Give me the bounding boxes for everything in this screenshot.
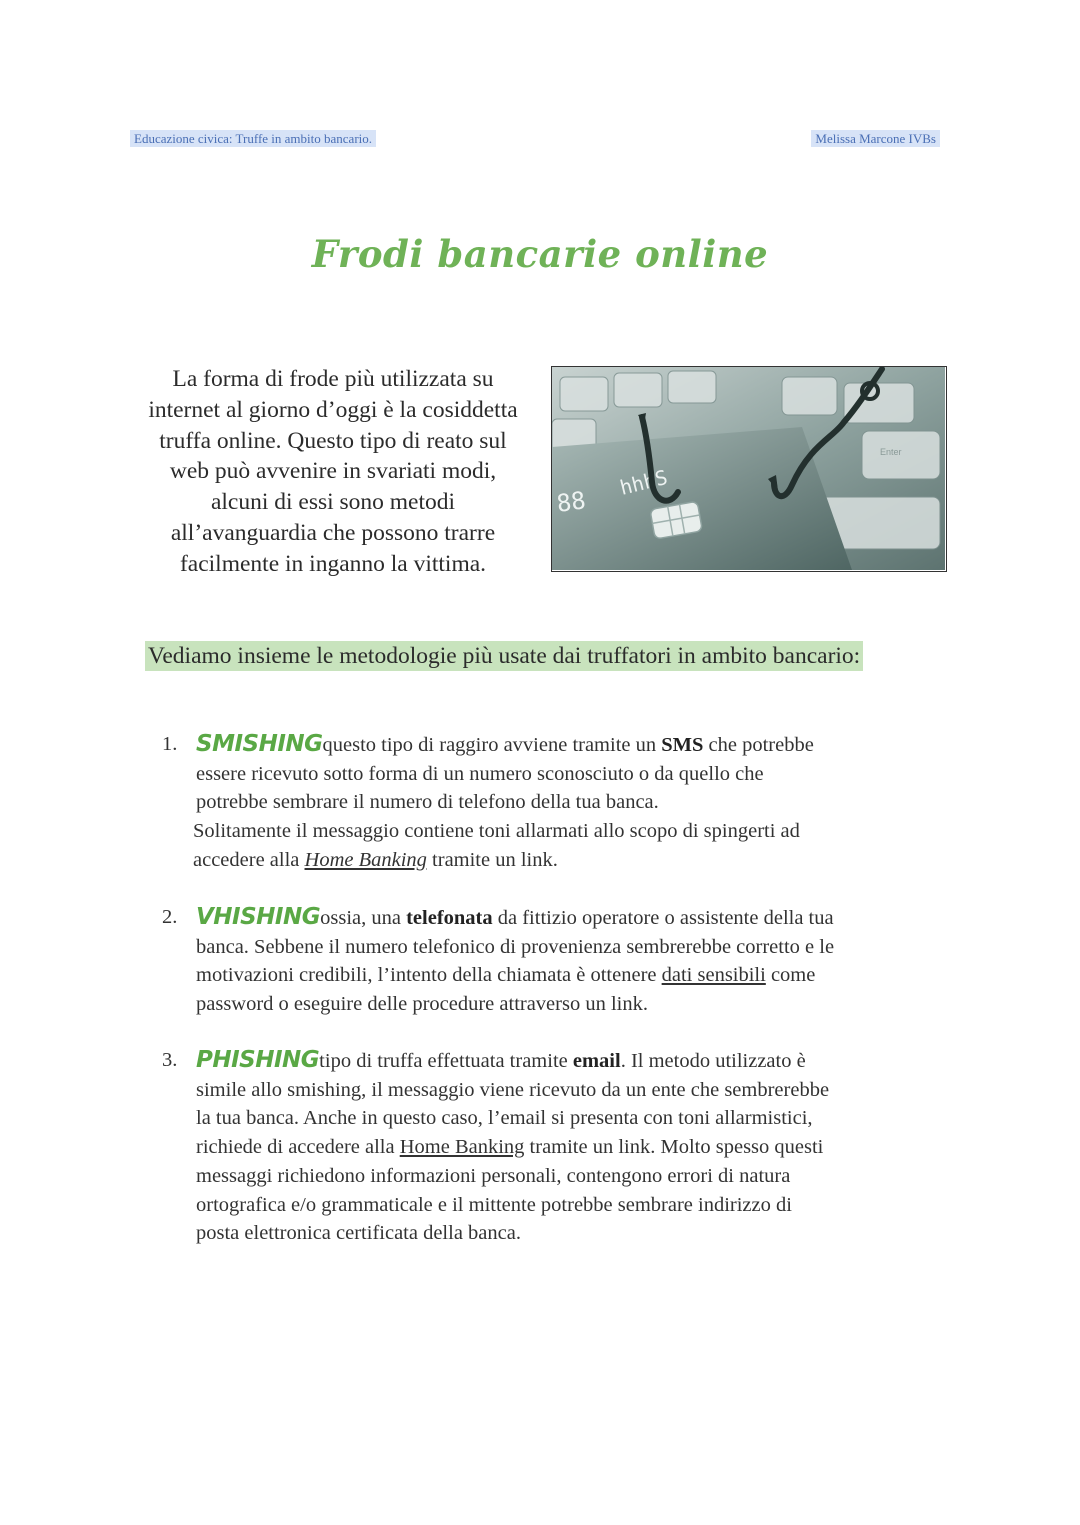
list-line: password o eseguire delle procedure attraverso un link. — [196, 993, 648, 1016]
list-line: la tua banca. Anche in questo caso, l’email si presenta con toni allarmistici, — [196, 1107, 813, 1130]
term-smishing: SMISHING — [196, 731, 323, 757]
intro-paragraph — [128, 364, 538, 580]
list-number: 2. — [162, 906, 178, 928]
keyboard-key — [614, 373, 662, 407]
intro-line: all’avanguardia che possono trarre — [170, 519, 496, 546]
list-line: motivazioni credibili, l’intento della chiamata è ottenere dati sensibili come — [196, 964, 816, 987]
page-title: Frodi bancarie online — [311, 232, 769, 276]
keyboard-key — [782, 377, 837, 415]
credit-card — [552, 427, 852, 570]
list-item-vhishing — [162, 903, 952, 1019]
keyboard-key — [668, 371, 716, 403]
term-vhishing: VHISHING — [196, 904, 321, 930]
list-line: ortografica e/o grammaticale e il mittente potrebbe sembrare indirizzo di — [196, 1193, 792, 1216]
list-line: richiede di accedere alla Home Banking tramite un link. Molto spesso questi — [196, 1136, 824, 1159]
header-left: Educazione civica: Truffe in ambito bancario. — [130, 130, 376, 147]
header-right: Melissa Marcone IVBs — [811, 130, 940, 147]
list-line: accedere alla Home Banking tramite un link. — [193, 848, 558, 871]
intro-line: facilmente in inganno la vittima. — [179, 550, 487, 577]
home-banking-link[interactable]: Home Banking — [304, 848, 427, 871]
list-item-phishing — [162, 1046, 952, 1248]
list-line: essere ricevuto sotto forma di un numero sconosciuto o da quello che — [196, 762, 764, 785]
intro-line: alcuni di essi sono metodi — [210, 489, 456, 516]
keyboard-key — [560, 377, 608, 411]
card-number: 88 — [554, 486, 588, 518]
list-line: posta elettronica certificata della banca. — [196, 1222, 521, 1245]
intro-line: internet al giorno d’oggi è la cosiddetta — [148, 396, 518, 423]
list-line: messaggi richiedono informazioni personali, contengono errori di natura — [196, 1164, 791, 1187]
list-line: Solitamente il messaggio contiene toni allarmati allo scopo di spingerti ad — [193, 820, 800, 843]
intro-line: truffa online. Questo tipo di reato sul — [159, 427, 507, 454]
list-item-smishing — [162, 730, 952, 875]
intro-line: web può avvenire in svariati modi, — [169, 458, 497, 485]
list-line: PHISHINGtipo di truffa effettuata tramite email. Il metodo utilizzato è — [196, 1047, 806, 1073]
section-subheading: Vediamo insieme le metodologie più usate dai truffatori in ambito bancario: — [145, 641, 863, 671]
list-number: 1. — [162, 733, 178, 755]
term-phishing: PHISHING — [196, 1047, 320, 1073]
list-line: VHISHINGossia, una telefonata da fittizio operatore o assistente della tua — [196, 904, 834, 930]
list-number: 3. — [162, 1049, 178, 1071]
list-line: SMISHINGquesto tipo di raggiro avviene tramite un SMS che potrebbe — [196, 731, 814, 757]
list-line: potrebbe sembrare il numero di telefono della tua banca. — [196, 791, 659, 814]
key-enter-label: Enter — [880, 447, 902, 457]
intro-line: La forma di frode più utilizzata su — [172, 366, 494, 392]
list-line: banca. Sebbene il numero telefonico di provenienza sembrerebbe corretto e le — [196, 935, 835, 958]
list-line: simile allo smishing, il messaggio viene ricevuto da un ente che sembrerebbe — [196, 1078, 830, 1101]
phishing-hook-image — [551, 366, 947, 572]
sensitive-data-link[interactable]: dati sensibili — [661, 964, 766, 987]
home-banking-link[interactable]: Home Banking — [399, 1136, 525, 1159]
card-text: hhhS — [617, 464, 670, 500]
